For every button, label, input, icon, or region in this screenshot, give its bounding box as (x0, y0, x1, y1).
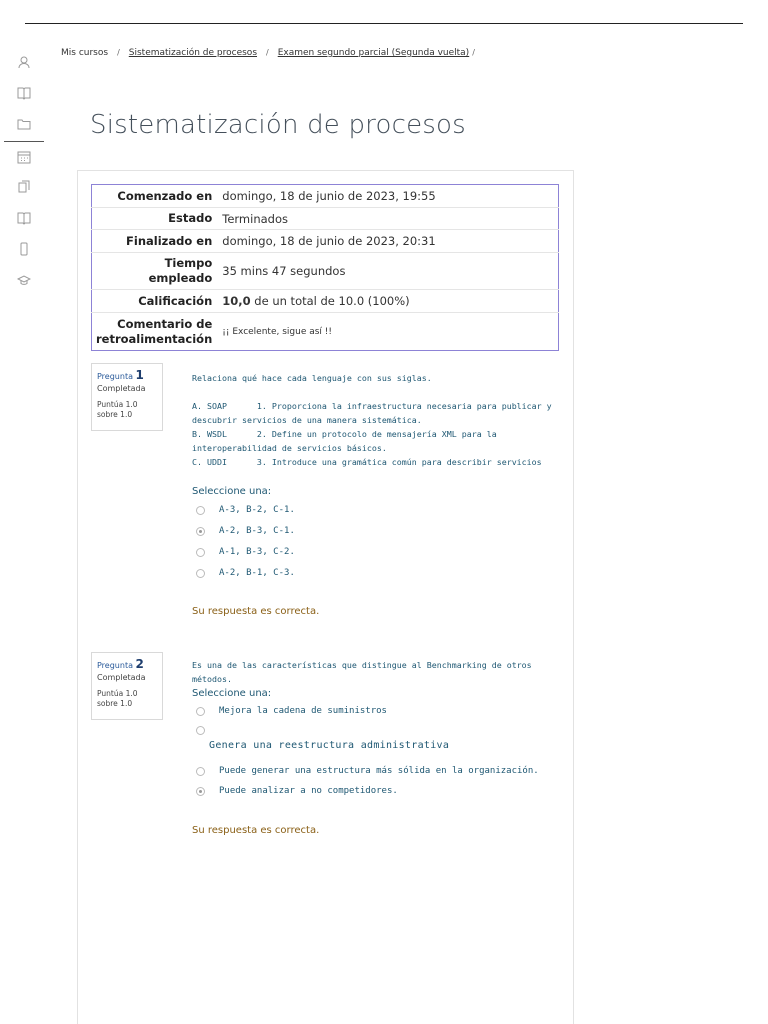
radio-button-selected[interactable] (196, 527, 205, 536)
summary-row-started: Comenzado en domingo, 18 de junio de 2023, 19:55 (117, 188, 436, 203)
radio-button[interactable] (196, 767, 205, 776)
top-divider (25, 23, 743, 24)
user-icon[interactable] (17, 55, 31, 69)
summary-row-comment: Comentario de retroalimentación ¡¡ Excelente, sigue así !! (92, 313, 559, 351)
breadcrumb-exam-link[interactable]: Examen segundo parcial (Segunda vuelta) (277, 48, 470, 58)
attempt-summary-table (91, 184, 559, 351)
question-2-option[interactable]: Puede generar una estructura más sólida en la organización. (196, 766, 539, 776)
summary-row-grade: Calificación 10,0 de un total de 10.0 (100%) (92, 290, 559, 313)
phone-icon[interactable] (17, 242, 31, 256)
radio-button[interactable] (196, 726, 205, 735)
question-1-option[interactable]: A-2, B-1, C-3. (196, 568, 295, 578)
book-icon[interactable] (17, 86, 31, 100)
graduation-cap-icon[interactable] (17, 273, 31, 287)
radio-button[interactable] (196, 506, 205, 515)
page-title: Sistematización de procesos (90, 110, 466, 140)
question-1-option[interactable]: A-1, B-3, C-2. (196, 547, 295, 557)
breadcrumb: Mis cursos / Sistematización de procesos / Examen segundo parcial (Segunda vuelta) / (61, 48, 475, 58)
radio-button[interactable] (196, 707, 205, 716)
radio-button[interactable] (196, 569, 205, 578)
breadcrumb-course-link[interactable]: Sistematización de procesos (128, 48, 258, 58)
question-2-option-radio[interactable] (196, 726, 219, 735)
calendar-icon[interactable] (17, 150, 31, 164)
question-2-feedback: Su respuesta es correcta. (192, 825, 320, 836)
folder-icon[interactable] (17, 117, 31, 131)
question-2-info: Pregunta 2 Completada Puntúa 1.0 sobre 1.0 (91, 652, 163, 720)
summary-row-time: Tiempo empleado 35 mins 47 segundos (92, 253, 559, 290)
question-1-text: Relaciona qué hace cada lenguaje con sus siglas. (192, 373, 432, 383)
question-1-option[interactable]: A-3, B-2, C-1. (196, 505, 295, 515)
copy-icon[interactable] (17, 180, 31, 194)
radio-button-selected[interactable] (196, 787, 205, 796)
question-1-feedback: Su respuesta es correcta. (192, 606, 320, 617)
question-1-body: A. SOAP 1. Proporciona la infraestructura necesaria para publicar y descubrir servicios de una manera sistemática. B. WSDL 2. Define un protocolo de mensajería XML para la interoperabilidad de servicios básicos. C. UDDI 3. Introduce una gramática común para describir servicios (192, 401, 552, 467)
summary-row-finished: Finalizado en domingo, 18 de junio de 2023, 20:31 (92, 230, 559, 253)
question-2-option[interactable]: Mejora la cadena de suministros (196, 706, 387, 716)
question-1-prompt: Seleccione una: (192, 486, 272, 497)
book-icon[interactable] (17, 211, 31, 225)
question-1-option[interactable]: A-2, B-3, C-1. (196, 526, 295, 536)
radio-button[interactable] (196, 548, 205, 557)
question-2-option[interactable]: Puede analizar a no competidores. (196, 786, 398, 796)
question-1-info: Pregunta 1 Completada Puntúa 1.0 sobre 1.0 (91, 363, 163, 431)
breadcrumb-root[interactable]: Mis cursos (61, 48, 109, 58)
active-indicator (4, 141, 44, 142)
question-2-prompt: Seleccione una: (192, 688, 272, 699)
question-2-text: Es una de las características que distingue al Benchmarking de otros métodos. (192, 660, 532, 684)
question-2-option-label[interactable]: Genera una reestructura administrativa (209, 740, 450, 751)
summary-row-state: Estado Terminados (92, 208, 559, 230)
